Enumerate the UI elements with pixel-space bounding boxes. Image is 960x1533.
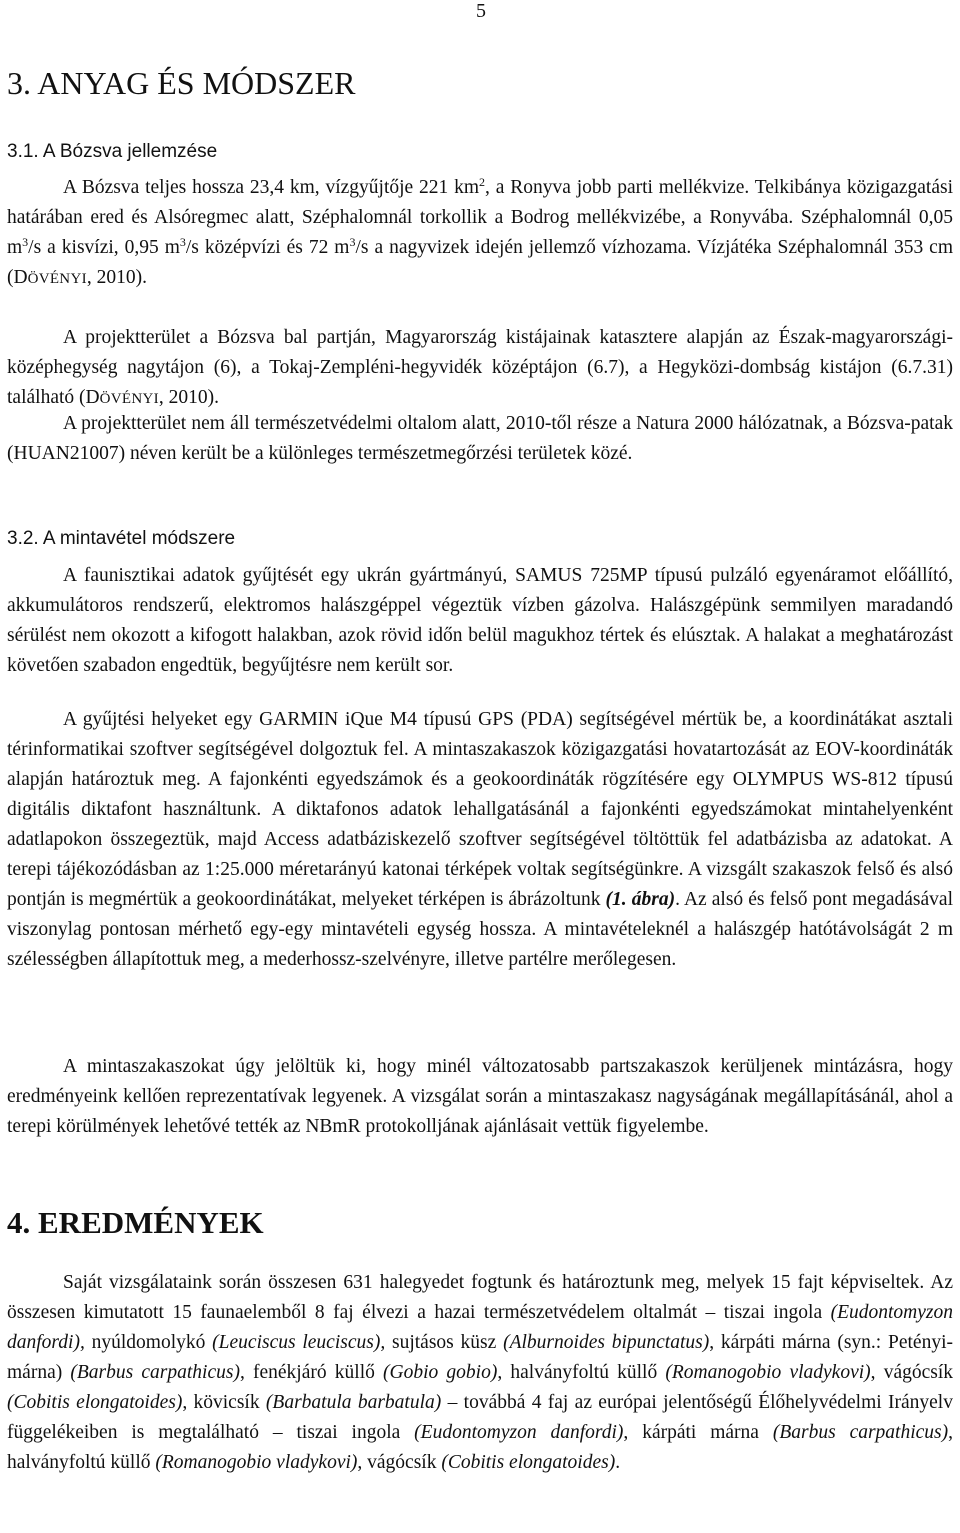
paragraph-results: Saját vizsgálataink során összesen 631 halegyedet fogtunk és határoztunk meg, melyek 15 fajt képviseltek. Az összesen kimutatott 15 faunaelemből 8 faj élvezi a hazai természetvédelem oltalmát – tiszai ingola (Eudontomyzon danfordi), nyúldomolykó (Leuciscus leuciscus), sujtásos küsz (Alburnoides bipunctatus), kárpáti márna (syn.: Petényi-márna) (Barbus carpathicus), fenékjáró küllő (Gobio gobio), halványfoltú küllő (Romanogobio vladykovi), vágócsík (Cobitis elongatoides), kövicsík (Barbatula barbatula) – továbbá 4 faj az európai jelentőségű Élőhelyvédelmi Irányelv függelékeiben is megtalálható – tiszai ingola (Eudontomyzon danfordi), kárpáti márna (Barbus carpathicus), halványfoltú küllő (Romanogobio vladykovi), vágócsík (Cobitis elongatoides). xyxy=(7,1272,954,1473)
paragraph-project-area: A projektterület a Bózsva bal partján, Magyarország kistájainak katasztere alapján az Észak-magyarországi-középhegység nagytájon (6), a Tokaj-Zempléni-hegyvidék középtájon (6.7), a Hegyközi-dombság kistájon (6.7.31) található (DÖVÉNYI, 2010). xyxy=(7,327,953,408)
section-3-1-title: 3.1. A Bózsva jellemzése xyxy=(7,141,218,162)
chapter-4-title: 4. EREDMÉNYEK xyxy=(7,1205,264,1240)
paragraph-protection-status: A projektterület nem áll természetvédelmi oltalom alatt, 2010-től része a Natura 2000 hálózatnak, a Bózsva-patak (HUAN21007) néven került be a különleges természetmegőrzési területek közé. xyxy=(7,413,953,464)
paragraph-sampling-equipment: A faunisztikai adatok gyűjtését egy ukrán gyártmányú, SAMUS 725MP típusú pulzáló egyenáramot előállító, akkumulátoros rendszerű, elektromos halászgéppel végeztük vízben gázolva. Halászgépünk semmilyen maradandó sérülést nem okozott a kifogott halakban, azok rövid időn belül magukhoz tértek és elúsztak. A halakat a meghatározást követően szabadon engedtük, begyűjtésre nem került sor. xyxy=(7,565,953,676)
figure-reference: (1. ábra) xyxy=(605,889,676,910)
paragraph-gps-data: A gyűjtési helyeket egy GARMIN iQue M4 típusú GPS (PDA) segítségével mértük be, a koordinátákat asztali térinformatikai szoftver segítségével dolgoztuk fel. A mintaszakaszok közigazgatási hovatartozását az EOV-koordináták alapján határoztuk meg. A fajonkénti egyedszámok és a geokoordináták rögzítésére egy OLYMPUS WS-812 típusú digitális diktafont használtunk. A diktafonos adatok lehallgatásánál a fajonkénti egyedszámokat mintahelyenként adatlapokon összegeztük, majd Access adatbáziskezelő szoftver segítségével töltöttük fel adatbázisba az adatokat. A terepi tájékozódásban az 1:25.000 méretarányú katonai térképek voltak segítségünkre. A vizsgált szakaszok felső és alsó pontján is megmértük a geokoordinátákat, melyeket térképen is ábrázoltunk (1. ábra). Az alsó és felső pont megadásával viszonylag pontosan mérhető egy-egy mintavételi egység hossza. A mintavételeknél a halászgép hatótávolságát 2 m szélességben állapítottuk meg, a mederhossz-szelvényre, illetve partélre merőlegesen. xyxy=(7,709,953,970)
paragraph-sample-sections: A mintaszakaszokat úgy jelöltük ki, hogy minél változatosabb partszakaszok kerüljenek mintázásra, hogy eredményeink kellően reprezentatívak legyenek. A vizsgálat során a mintaszakasz nagyságának megállapításánál, ahol a terepi körülmények lehetővé tették az NBmR protokolljának ajánlásait vettük figyelembe. xyxy=(7,1056,953,1137)
paragraph-bozsva-description: A Bózsva teljes hossza 23,4 km, vízgyűjtője 221 $km^2$, a Ronyva jobb parti mellékvize. Telkibánya közigazgatási határában ered és Alsóregmec alatt, Széphalomnál torkollik a Bodrog mellékvizébe, a Ronyvába. Széphalomnál 0,05 $m^3/s$ a kisvízi, 0,95 $m^3/s$ középvízi és 72 $m^3/s$ a nagyvizek idején jellemző vízhozama. Vízjátéka Széphalomnál 353 cm (DÖVÉNYI, 2010). xyxy=(7,175,954,288)
chapter-3-title: 3. ANYAG ÉS MÓDSZER xyxy=(7,65,356,101)
page-number: 5 xyxy=(476,0,486,22)
section-3-2-title: 3.2. A mintavétel módszere xyxy=(7,528,236,549)
